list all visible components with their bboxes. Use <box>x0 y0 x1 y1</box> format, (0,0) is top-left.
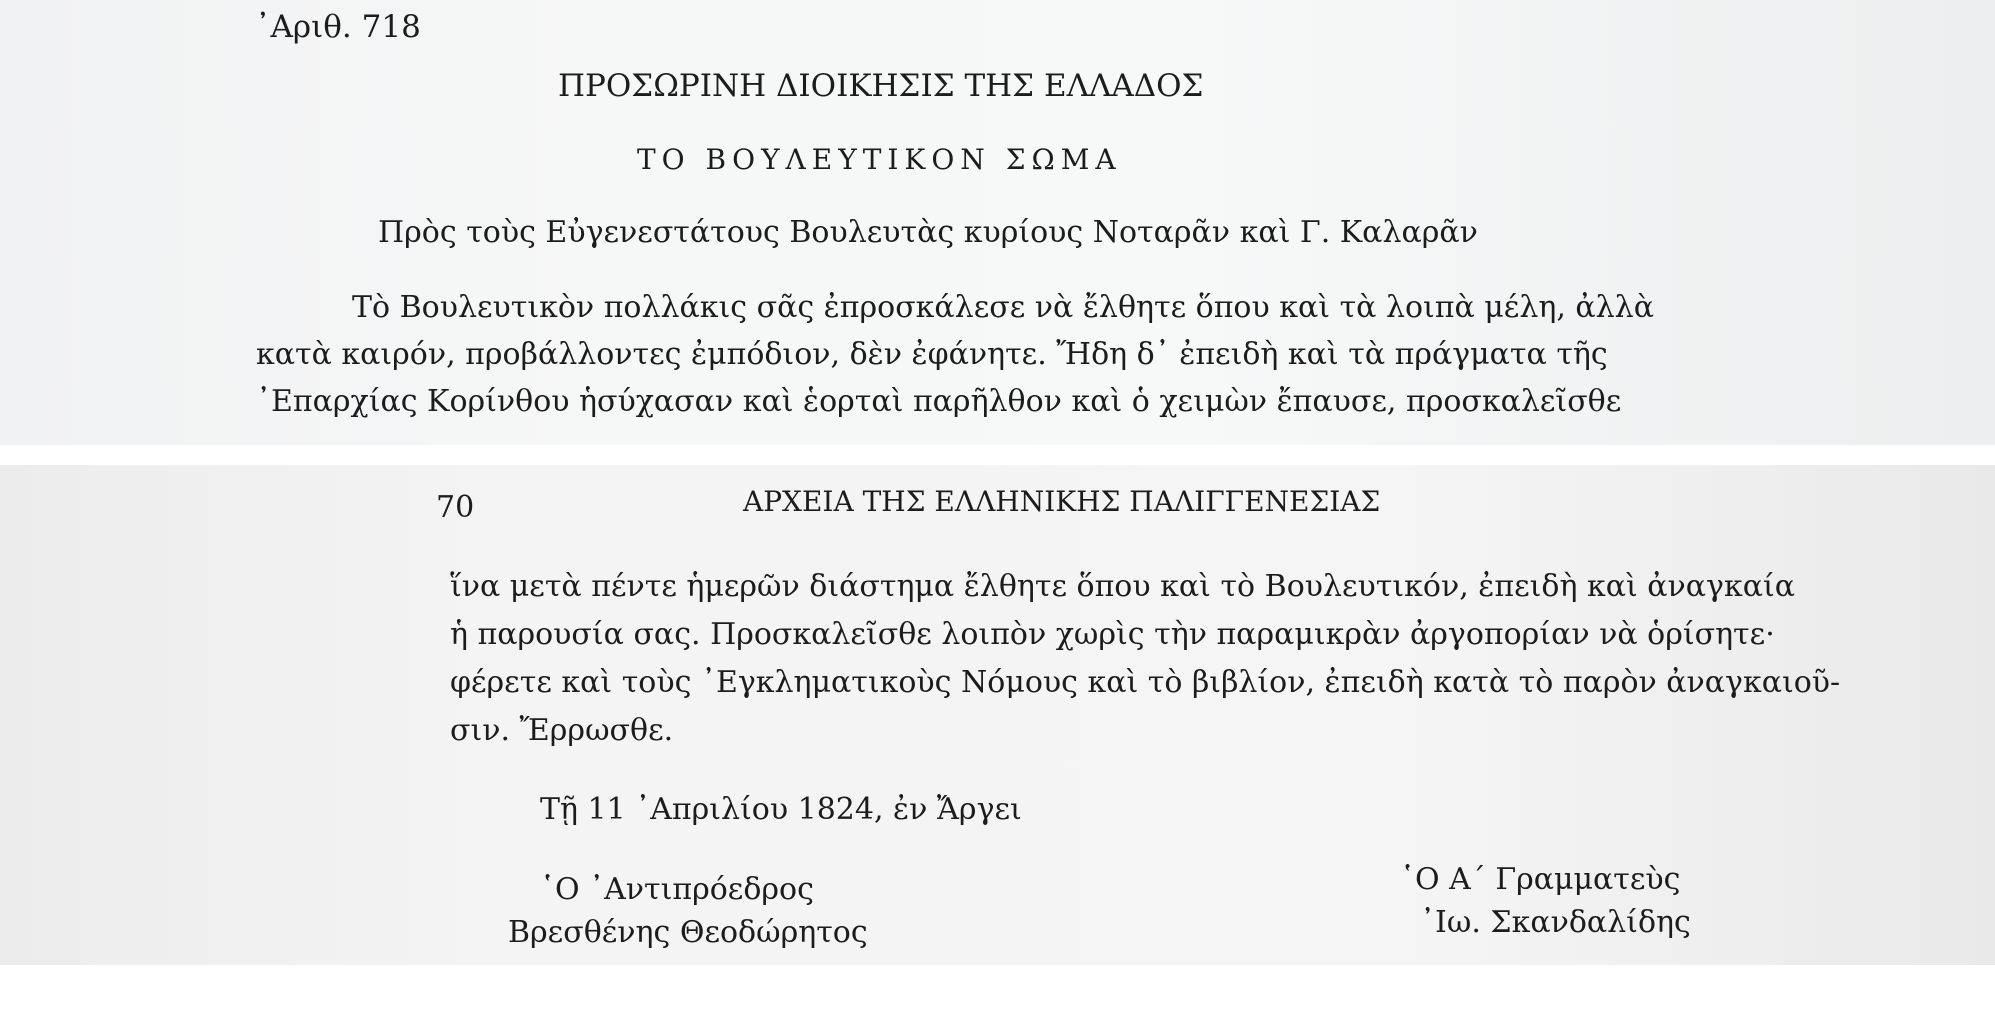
page-number: 70 <box>436 490 475 525</box>
body-line-1: Τὸ Βουλευτικὸν πολλάκις σᾶς ἐπροσκάλεσε νὰ ἔλθητε ὅπου καὶ τὰ λοιπὰ μέλη, ἀλλὰ <box>352 290 1654 325</box>
body-line-6: φέρετε καὶ τοὺς ᾿Εγκληματικοὺς Νόμους καὶ τὸ βιβλίον, ἐπειδὴ κατὰ τὸ παρὸν ἀναγκαιοῦ- <box>450 665 1841 700</box>
document-number: ᾿Αριθ. 718 <box>255 9 421 45</box>
body-line-4: ἵνα μετὰ πέντε ἡμερῶν διάστημα ἔλθητε ὅπου καὶ τὸ Βουλευτικόν, ἐπειδὴ καὶ ἀναγκαία <box>450 569 1795 604</box>
body-line-5: ἡ παρουσία σας. Προσκαλεῖσθε λοιπὸν χωρὶς τὴν παραμικρὰν ἀργοπορίαν νὰ ὁρίσητε· <box>450 617 1775 652</box>
signature-right-title: ῾Ο Α΄ Γραμματεὺς <box>1400 862 1681 897</box>
body-line-7: σιν. Ἔρρωσθε. <box>450 713 674 748</box>
page-scan-bottom <box>0 465 1995 965</box>
page-scan-top <box>0 0 1995 445</box>
running-head: ΑΡΧΕΙΑ ΤΗΣ ΕΛΛΗΝΙΚΗΣ ΠΑΛΙΓΓΕΝΕΣΙΑΣ <box>743 485 1381 518</box>
date-line: Τῇ 11 ᾿Απριλίου 1824, ἐν Ἄργει <box>540 792 1022 827</box>
signature-right-name: ᾿Ιω. Σκανδαλίδης <box>1420 905 1691 940</box>
addressee-line: Πρὸς τοὺς Εὐγενεστάτους Βουλευτὰς κυρίους Νοταρᾶν καὶ Γ. Καλαρᾶν <box>378 215 1478 250</box>
signature-left-name: Βρεσθένης Θεοδώρητος <box>508 915 868 950</box>
body-line-3: ᾿Επαρχίας Κορίνθου ἡσύχασαν καὶ ἑορταὶ παρῆλθον καὶ ὁ χειμὼν ἔπαυσε, προσκαλεῖσθε <box>256 384 1622 419</box>
signature-left-title: ῾Ο ᾿Αντιπρόεδρος <box>540 872 814 907</box>
body-line-2: κατὰ καιρόν, προβάλλοντες ἐμπόδιον, δὲν ἐφάνητε. Ἤδη δ᾿ ἐπειδὴ καὶ τὰ πράγματα τῆς <box>256 337 1608 372</box>
document-heading: ΠΡΟΣΩΡΙΝΗ ΔΙΟΙΚΗΣΙΣ ΤΗΣ ΕΛΛΑΔΟΣ <box>558 68 1204 104</box>
document-subheading: ΤΟ ΒΟΥΛΕΥΤΙΚΟΝ ΣΩΜΑ <box>637 143 1122 176</box>
